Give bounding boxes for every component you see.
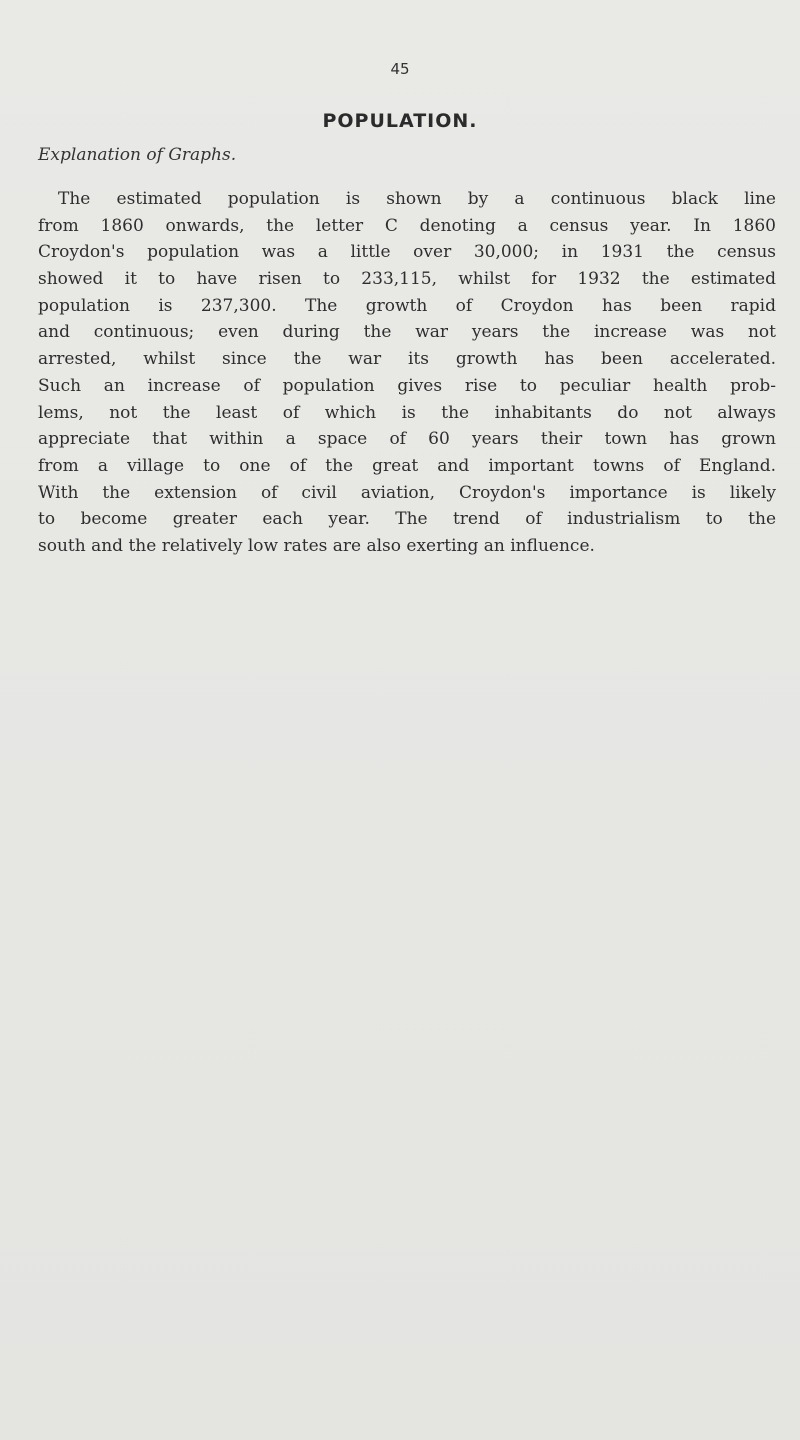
section-heading: POPULATION. — [322, 110, 478, 132]
page-number: 45 — [390, 60, 410, 78]
paragraph-line: lems, not the least of which is the inhabitants do not always — [38, 402, 776, 423]
paragraph-line: The estimated population is shown by a continuous black line — [58, 189, 776, 209]
paragraph-line: south and the relatively low rates are also exerting an influence. — [38, 535, 595, 556]
paragraph-line: showed it to have risen to 233,115, whilst for 1932 the estimated — [38, 269, 776, 290]
paragraph-line: population is 237,300. The growth of Croydon has been rapid — [38, 295, 776, 316]
paragraph-line: With the extension of civil aviation, Croydon's importance is likely — [38, 482, 776, 503]
paragraph-line: Croydon's population was a little over 30,000; in 1931 the census — [38, 242, 776, 263]
paragraph-line: arrested, whilst since the war its growth has been accelerated. — [38, 349, 776, 370]
body-paragraph — [38, 186, 776, 560]
paragraph-line: from a village to one of the great and important towns of England. — [38, 455, 776, 476]
paragraph-line: from 1860 onwards, the letter C denoting a census year. In 1860 — [38, 215, 776, 236]
paragraph-line: and continuous; even during the war years the increase was not — [38, 322, 776, 343]
subheading: Explanation of Graphs. — [38, 145, 237, 165]
paragraph-line: to become greater each year. The trend of industrialism to the — [38, 509, 776, 530]
paragraph-line: appreciate that within a space of 60 years their town has grown — [38, 429, 776, 450]
paragraph-line: Such an increase of population gives rise to peculiar health prob- — [38, 375, 776, 396]
